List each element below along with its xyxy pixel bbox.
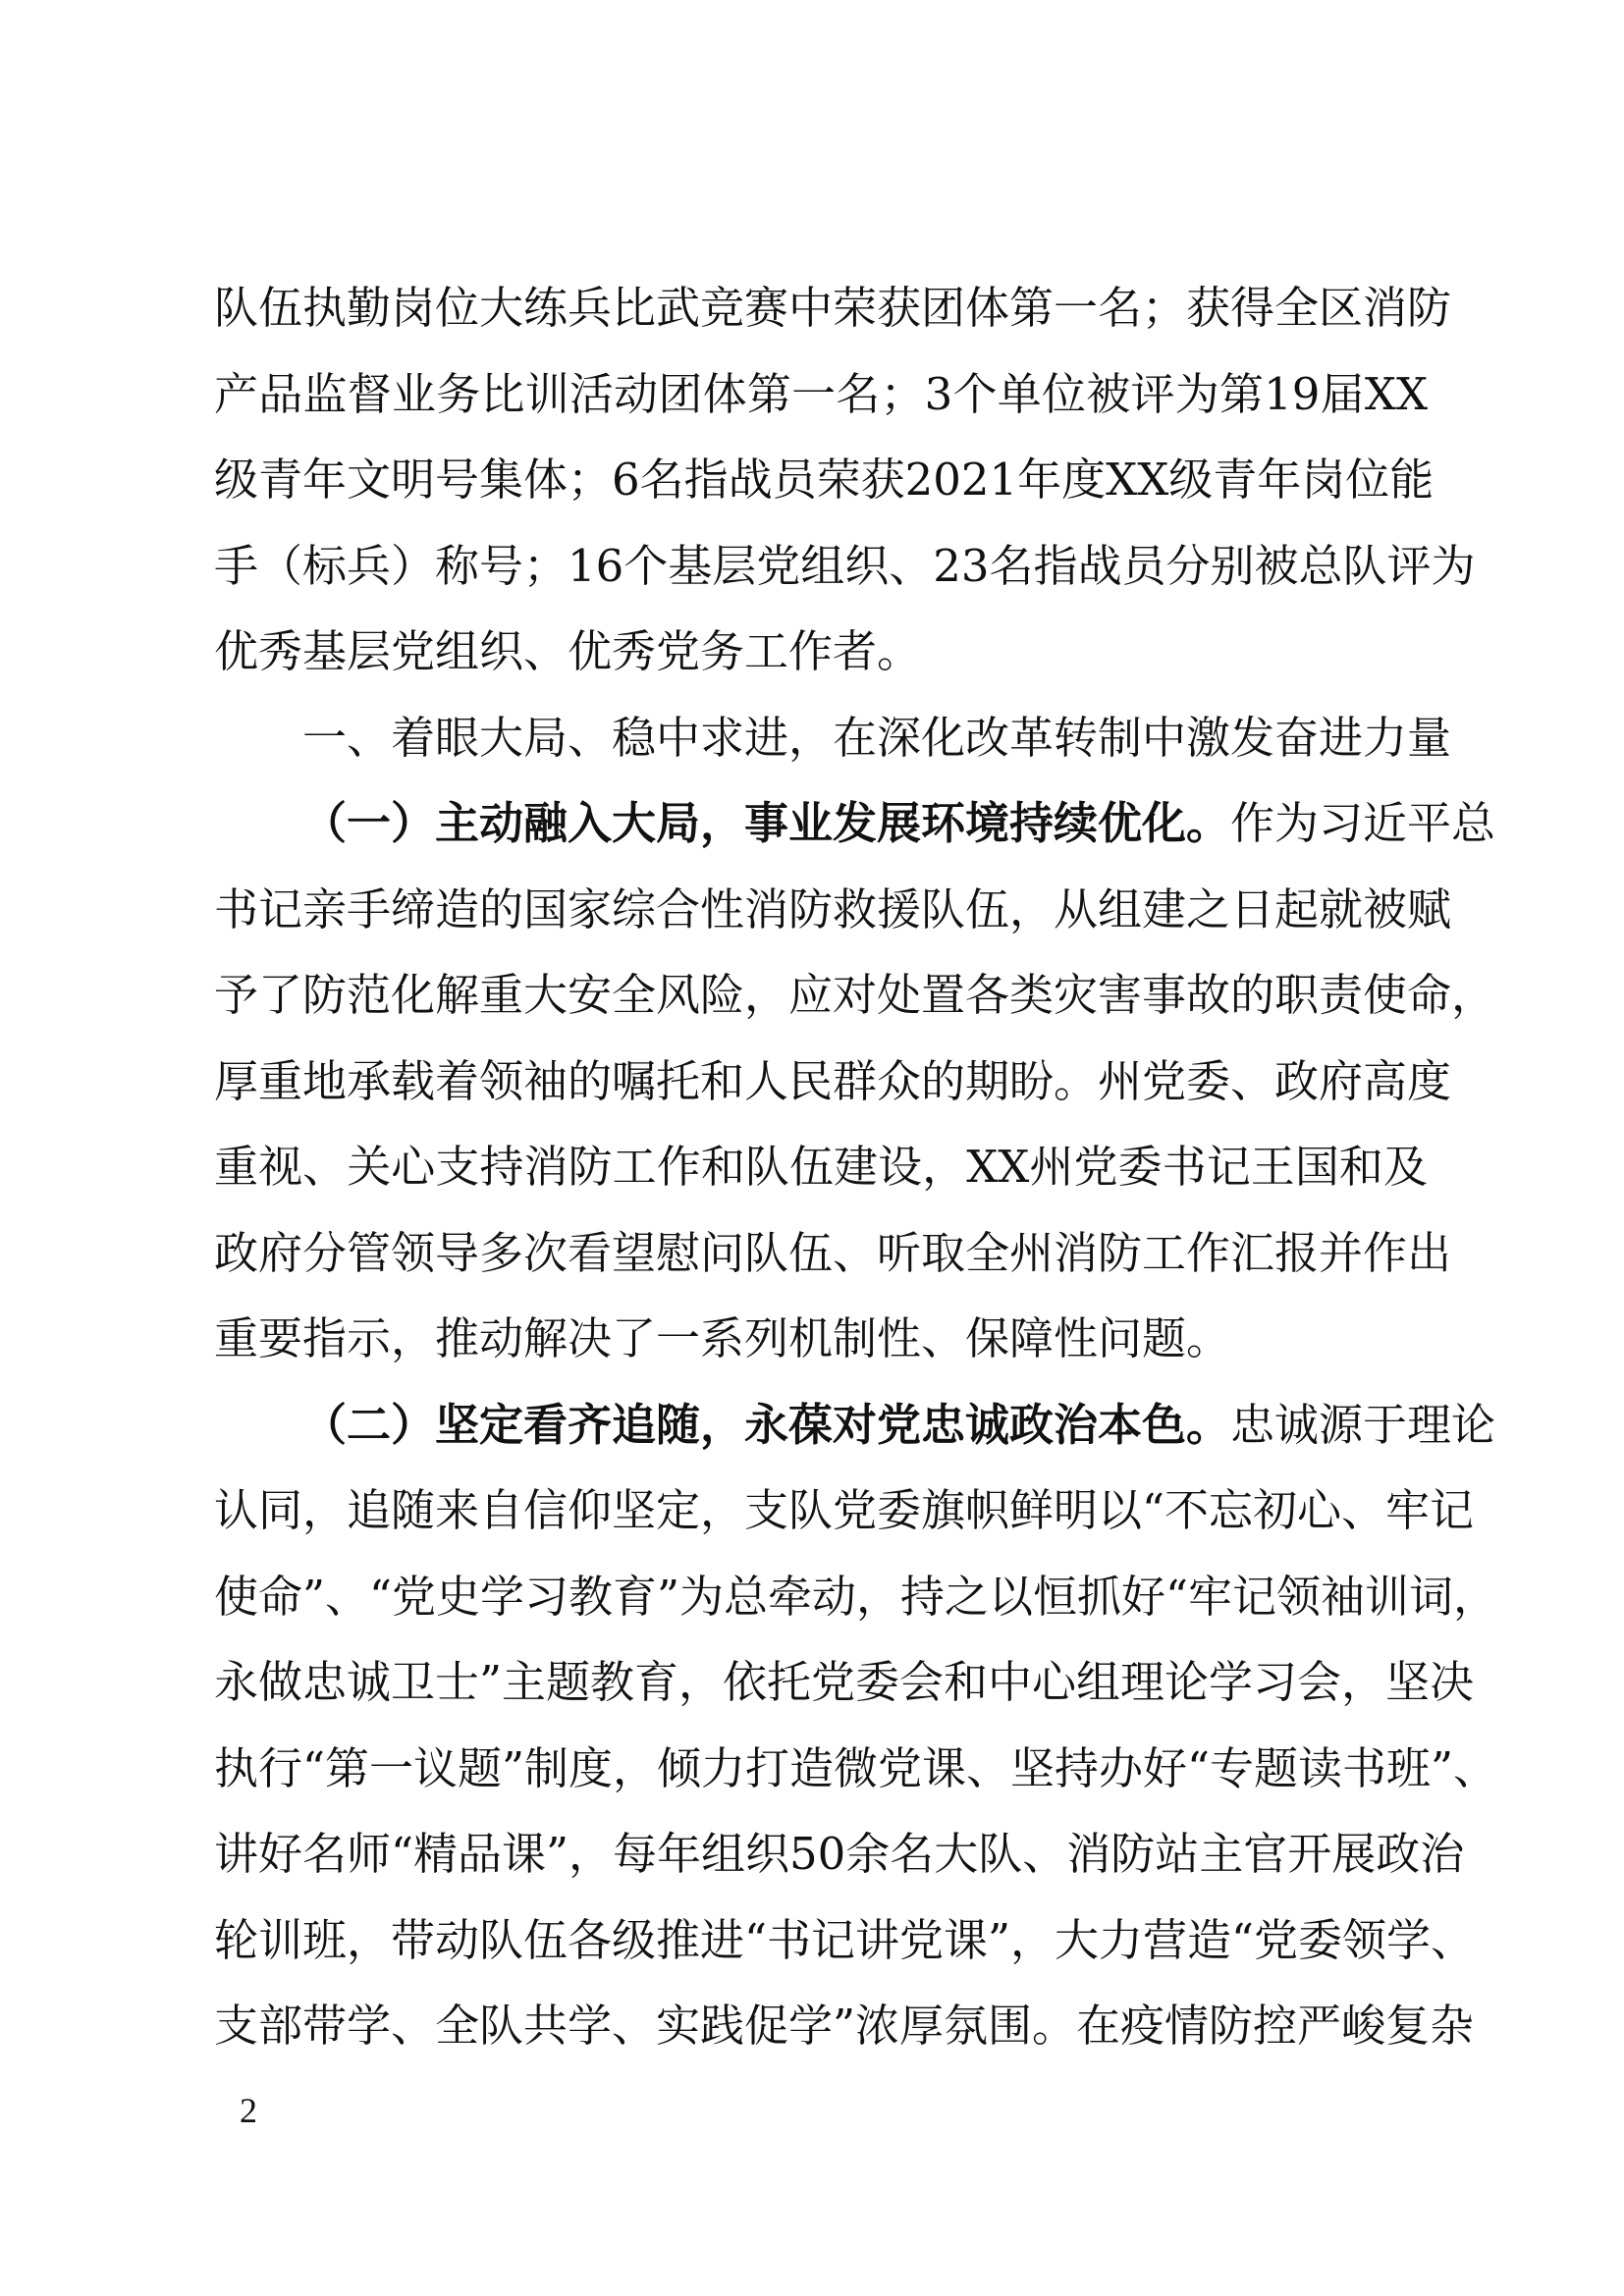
- paragraph-2-line-7: 轮训班，带动队伍各级推进“书记讲党课”，大力营造“党委领学、: [214, 1913, 1476, 1966]
- section-heading: 一、着眼大局、稳中求进，在深化改革转制中激发奋进力量: [302, 711, 1452, 764]
- paragraph-2-first-line: [214, 1382, 1496, 1468]
- intro-line-3: 级青年文明号集体；6名指战员荣获2021年度XX级青年岗位能: [214, 454, 1435, 506]
- paragraph-2-line-5: 执行“第一议题”制度，倾力打造微党课、坚持办好“专题读书班”、: [214, 1741, 1498, 1794]
- body-text: [214, 265, 1498, 2069]
- paragraph-1-first-line: [214, 780, 1496, 867]
- intro-line-5: 优秀基层党组织、优秀党务工作者。: [214, 625, 922, 677]
- paragraph-1-line-4: 厚重地承载着领袖的嘱托和人民群众的期盼。州党委、政府高度: [214, 1054, 1452, 1107]
- paragraph-2-first-line-rest: 忠诚源于理论: [1230, 1398, 1496, 1451]
- paragraph-2-line-6: 讲好名师“精品课”，每年组织50余名大队、消防站主官开展政治: [214, 1828, 1465, 1880]
- paragraph-1-bold-lead: （一）主动融入大局，事业发展环境持续优化。: [302, 797, 1231, 849]
- paragraph-2-line-2: 认同，追随来自信仰坚定，支队党委旗帜鲜明以“不忘初心、牢记: [214, 1484, 1475, 1536]
- paragraph-1-line-6: 政府分管领导多次看望慰问队伍、听取全州消防工作汇报并作出: [214, 1226, 1452, 1279]
- intro-line-4: 手（标兵）称号；16个基层党组织、23名指战员分别被总队评为: [214, 539, 1476, 592]
- paragraph-1-line-7: 重要指示，推动解决了一系列机制性、保障性问题。: [214, 1312, 1231, 1364]
- paragraph-1-line-5: 重视、关心支持消防工作和队伍建设，XX州党委书记王国和及: [214, 1141, 1428, 1193]
- intro-line-1: 队伍执勤岗位大练兵比武竞赛中荣获团体第一名；获得全区消防: [214, 282, 1452, 334]
- paragraph-2-line-4: 永做忠诚卫士”主题教育，依托党委会和中心组理论学习会，坚决: [214, 1656, 1475, 1708]
- intro-line-2: 产品监督业务比训活动团体第一名；3个单位被评为第19届XX: [214, 367, 1428, 420]
- paragraph-1-line-3: 予了防范化解重大安全风险，应对处置各类灾害事故的职责使命，: [214, 969, 1496, 1021]
- paragraph-2-line-8: 支部带学、全队共学、实践促学”浓厚氛围。在疫情防控严峻复杂: [214, 2000, 1475, 2052]
- paragraph-2-line-3: 使命”、“党史学习教育”为总牵动，持之以恒抓好“牢记领袖训词，: [214, 1570, 1498, 1623]
- page-number: 2: [240, 2091, 257, 2130]
- paragraph-2-bold-lead: （二）坚定看齐追随，永葆对党忠诚政治本色。: [302, 1398, 1231, 1451]
- paragraph-1-line-2: 书记亲手缔造的国家综合性消防救援队伍，从组建之日起就被赋: [214, 882, 1452, 935]
- paragraph-1-first-line-rest: 作为习近平总: [1230, 797, 1496, 849]
